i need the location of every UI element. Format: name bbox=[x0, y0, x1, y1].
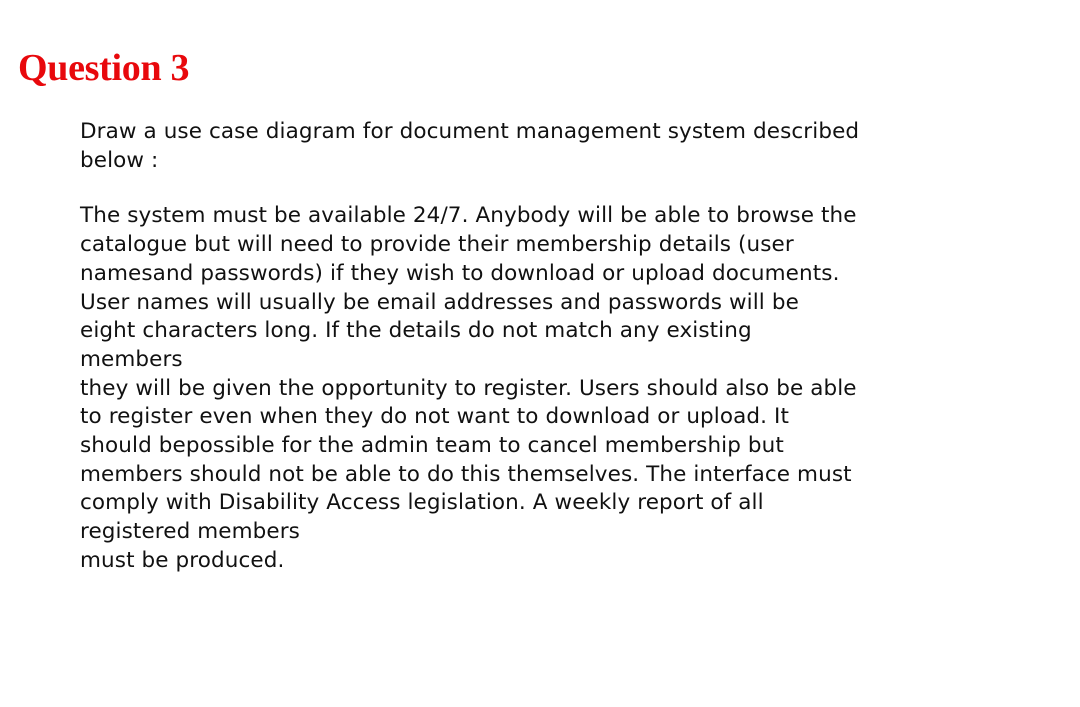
text-line: must be produced. bbox=[80, 547, 285, 573]
text-line: members should not be able to do this themselves. The interface must bbox=[80, 461, 852, 487]
description-paragraph-1 bbox=[80, 202, 1040, 374]
text-line: they will be given the opportunity to register. Users should also be able bbox=[80, 375, 857, 401]
text-line: registered members bbox=[80, 519, 300, 545]
description-paragraph-2 bbox=[80, 375, 1040, 547]
text-line: members bbox=[80, 346, 183, 372]
text-line: comply with Disability Access legislation. A weekly report of all bbox=[80, 490, 764, 516]
text-line: Draw a use case diagram for document management system described bbox=[80, 119, 860, 144]
description-paragraph-3 bbox=[80, 547, 1040, 576]
question-title: Question 3 bbox=[18, 47, 190, 89]
text-line: should bepossible for the admin team to cancel membership but bbox=[80, 433, 784, 459]
instruction-paragraph bbox=[80, 118, 1040, 175]
text-line: The system must be available 24/7. Anybody will be able to browse the bbox=[80, 203, 857, 229]
text-line: namesand passwords) if they wish to download or upload documents. bbox=[80, 260, 840, 286]
text-line: User names will usually be email addresses and passwords will be bbox=[80, 289, 799, 315]
question-body bbox=[80, 118, 1040, 576]
text-line: to register even when they do not want to download or upload. It bbox=[80, 404, 789, 430]
text-line: catalogue but will need to provide their membership details (user bbox=[80, 232, 794, 258]
text-line: below : bbox=[80, 147, 159, 173]
paragraph-spacer bbox=[80, 175, 1040, 202]
text-line: eight characters long. If the details do not match any existing bbox=[80, 318, 752, 344]
